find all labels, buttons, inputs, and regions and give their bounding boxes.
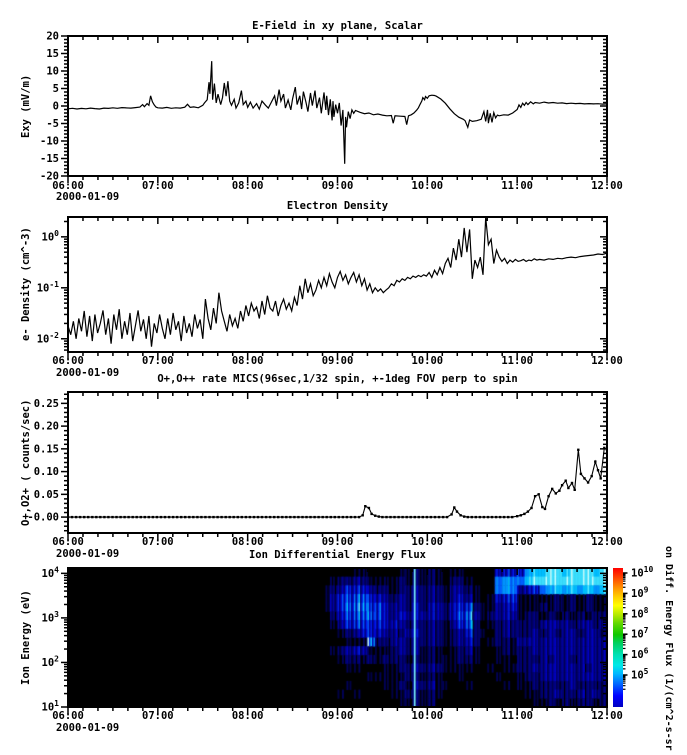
svg-text:103: $10^3$ <box>41 609 59 625</box>
svg-text:-0.00: -0.00 <box>27 511 59 524</box>
svg-text:0.10: 0.10 <box>33 466 59 479</box>
svg-text:104: $10^4$ <box>41 565 59 580</box>
svg-text:0.05: 0.05 <box>33 488 59 501</box>
colorbar-axis <box>623 565 653 689</box>
svg-text:08:00: 08:00 <box>231 536 264 548</box>
svg-text:0.25: 0.25 <box>33 397 59 410</box>
svg-text:11:00: 11:00 <box>501 536 533 548</box>
svg-text:09:00: 09:00 <box>321 180 354 192</box>
svg-text:06:00: 06:00 <box>52 355 84 367</box>
panel2-title: Electron Density <box>286 200 389 212</box>
panel2-date-label: 2000-01-09 <box>56 367 120 379</box>
panel1-title: E-Field in xy plane, Scalar <box>252 20 423 32</box>
svg-text:10:00: 10:00 <box>411 536 444 548</box>
svg-text:09:00: 09:00 <box>321 536 354 548</box>
svg-text:11:00: 11:00 <box>501 180 533 192</box>
panel4-ylabel: Ion Energy (eV) <box>20 590 32 685</box>
svg-text:5: 5 <box>52 83 59 95</box>
svg-text:-15: -15 <box>40 153 59 165</box>
svg-text:08:00: 08:00 <box>231 355 264 367</box>
svg-text:11:00: 11:00 <box>501 355 533 367</box>
svg-text:106: $10^6$ <box>631 646 649 662</box>
svg-text:102: $10^2$ <box>41 654 59 669</box>
svg-text:101: $10^1$ <box>41 699 59 714</box>
svg-text:12:00: 12:00 <box>591 536 623 548</box>
svg-text:10: 10 <box>46 65 59 78</box>
svg-text:107: $10^7$ <box>631 626 649 641</box>
density-trace <box>68 218 607 347</box>
svg-text:109: $10^9$ <box>631 585 649 600</box>
svg-text:100: $10^0$ <box>41 228 59 244</box>
panel2-axes <box>37 217 623 367</box>
colorbar-axis-label: on Diff. Energy Flux (1/(cm^2-s-sr <box>663 546 674 751</box>
svg-text:0: 0 <box>52 100 59 113</box>
panel3-axes <box>27 392 622 548</box>
svg-text:108: $10^8$ <box>631 605 649 621</box>
svg-text:-5: -5 <box>46 118 59 130</box>
panel1-ylabel: Exy (mV/m) <box>20 74 32 138</box>
svg-text:06:00: 06:00 <box>52 536 84 548</box>
svg-text:10:00: 10:00 <box>411 180 444 192</box>
svg-text:0.15: 0.15 <box>33 443 59 456</box>
panel4-axes <box>42 565 623 722</box>
svg-text:11:00: 11:00 <box>501 710 533 722</box>
panel1-date-label: 2000-01-09 <box>56 191 120 203</box>
svg-text:15: 15 <box>46 48 59 60</box>
panel3-ylabel: O+,O2+ ( counts/sec) <box>20 399 32 526</box>
svg-text:-10: -10 <box>40 135 59 148</box>
svg-text:0.20: 0.20 <box>33 420 59 433</box>
svg-text:10:00: 10:00 <box>411 355 444 367</box>
svg-text:10:00: 10:00 <box>411 710 444 722</box>
efield-trace <box>68 61 607 164</box>
svg-text:105: $10^5$ <box>631 667 649 682</box>
panel2-ylabel: e- Density (cm^-3) <box>20 227 32 342</box>
svg-text:06:00: 06:00 <box>52 180 84 192</box>
svg-text:09:00: 09:00 <box>321 710 354 722</box>
panel4-title: Ion Differential Energy Flux <box>248 549 426 561</box>
svg-text:07:00: 07:00 <box>142 180 174 192</box>
panel3-date-label: 2000-01-09 <box>56 548 120 560</box>
oplus-trace <box>67 447 608 519</box>
svg-text:10-2: $10^{-2}$ <box>36 330 59 346</box>
panel3-title: O+,O++ rate MICS(96sec,1/32 spin, +-1deg FOV perp to spin <box>157 373 518 385</box>
svg-text:1010: $10^{10}$ <box>631 565 654 580</box>
svg-text:10-1: $10^{-1}$ <box>36 279 59 295</box>
svg-text:09:00: 09:00 <box>321 355 354 367</box>
svg-text:08:00: 08:00 <box>231 180 264 192</box>
svg-text:12:00: 12:00 <box>591 180 623 192</box>
svg-text:12:00: 12:00 <box>591 710 623 722</box>
svg-text:07:00: 07:00 <box>142 710 174 722</box>
panel4-date-label: 2000-01-09 <box>56 722 120 734</box>
svg-text:-20: -20 <box>40 170 59 183</box>
svg-text:08:00: 08:00 <box>231 710 264 722</box>
svg-text:07:00: 07:00 <box>142 536 174 548</box>
svg-text:06:00: 06:00 <box>52 710 84 722</box>
svg-text:20: 20 <box>46 30 59 43</box>
svg-text:12:00: 12:00 <box>591 355 623 367</box>
svg-text:07:00: 07:00 <box>142 355 174 367</box>
